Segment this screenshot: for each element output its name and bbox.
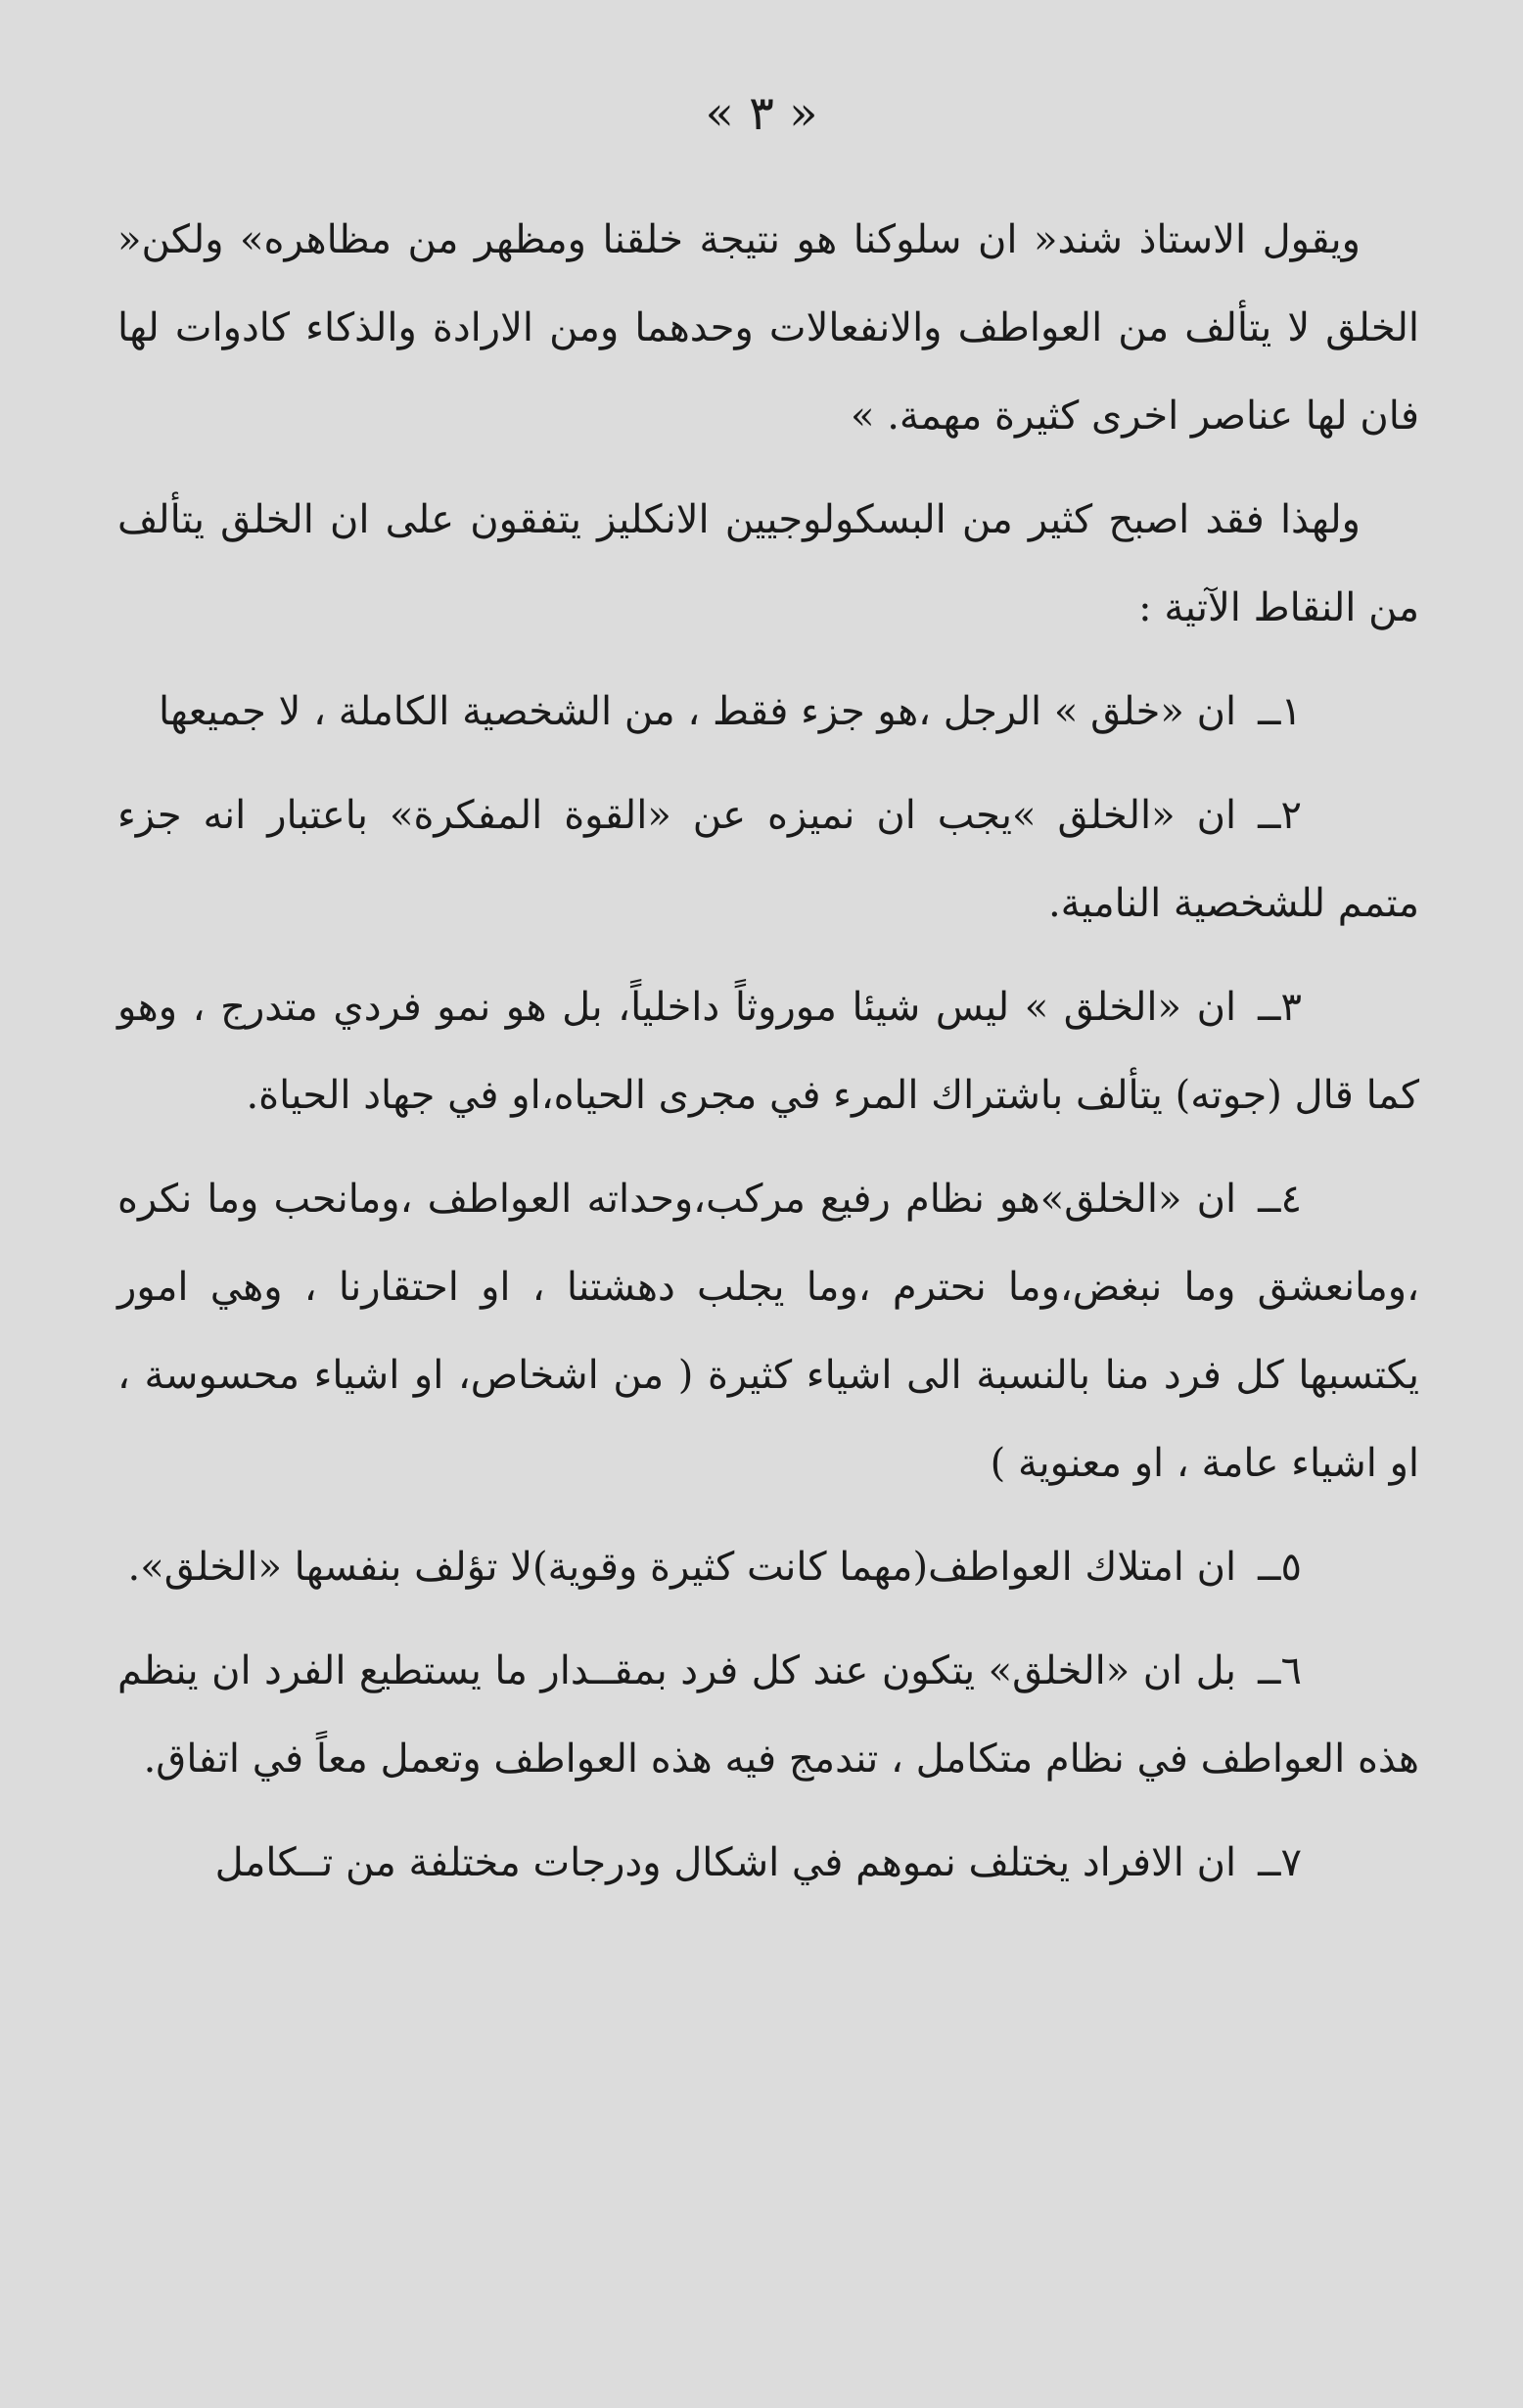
item-text: ان امتلاك العواطف(مهما كانت كثيرة وقوية)لا تؤلف بنفسها «الخلق».: [127, 1545, 1237, 1590]
list-item: [117, 1627, 1419, 1803]
item-number: ٤ــ: [1258, 1177, 1302, 1222]
page-number: « ٣ »: [705, 86, 818, 141]
list-item: [117, 771, 1419, 948]
item-text: ان «الخلق » ليس شيئا موروثاً داخلياً، بل هو نمو فردي متدرج ، وهو كما قال (جوته) يتألف باشتراك المرء في مجرى الحياه،او في جهاد الحياة.: [117, 985, 1419, 1118]
item-number: ٣ــ: [1258, 985, 1302, 1030]
item-number: ٧ــ: [1258, 1840, 1302, 1885]
list-item: [117, 963, 1419, 1139]
body-text: [117, 196, 1419, 1922]
item-text: ان «الخلق »يجب ان نميزه عن «القوة المفكرة» باعتبار انه جزء متمم للشخصية النامية.: [117, 793, 1419, 926]
list-item: [117, 668, 1419, 756]
paragraph-intro: ويقول الاستاذ شند« ان سلوكنا هو نتيجة خلقنا ومظهر من مظاهره» ولكن« الخلق لا يتألف من العواطف والانفعالات وحدهما ومن الارادة والذكاء كادوات لها فان لها عناصر اخرى كثيرة مهمة. »: [117, 217, 1419, 439]
item-text: ان «الخلق»هو نظام رفيع مركب،وحداته العواطف ،ومانحب وما نكره ،ومانعشق وما نبغض،وما نحترم ،وما يجلب دهشتنا ، او احتقارنا ، وهي امور يكتسبها كل فرد منا بالنسبة الى اشياء كثيرة ( من اشخاص، او اشياء محسوسة ، او اشياء عامة ، او معنوية ): [117, 1177, 1419, 1486]
item-text: ان الافراد يختلف نموهم في اشكال ودرجات مختلفة من تــكامل: [214, 1840, 1237, 1885]
paragraph-points-intro: ولهذا فقد اصبح كثير من البسكولوجيين الانكليز يتفقون على ان الخلق يتألف من النقاط الآتية :: [117, 497, 1419, 630]
item-number: ١ــ: [1258, 689, 1302, 734]
list-item: [117, 1523, 1419, 1611]
list-item: [117, 1155, 1419, 1507]
item-number: ٢ــ: [1258, 793, 1302, 838]
item-number: ٥ــ: [1258, 1545, 1302, 1590]
item-text: ان «خلق » الرجل ،هو جزء فقط ، من الشخصية الكاملة ، لا جميعها: [158, 689, 1237, 734]
list-item: [117, 1819, 1419, 1907]
item-text: بل ان «الخلق» يتكون عند كل فرد بمقــدار ما يستطيع الفرد ان ينظم هذه العواطف في نظام متكامل ، تندمج فيه هذه العواطف وتعمل معاً في اتفاق.: [117, 1648, 1419, 1782]
item-number: ٦ــ: [1258, 1648, 1302, 1693]
